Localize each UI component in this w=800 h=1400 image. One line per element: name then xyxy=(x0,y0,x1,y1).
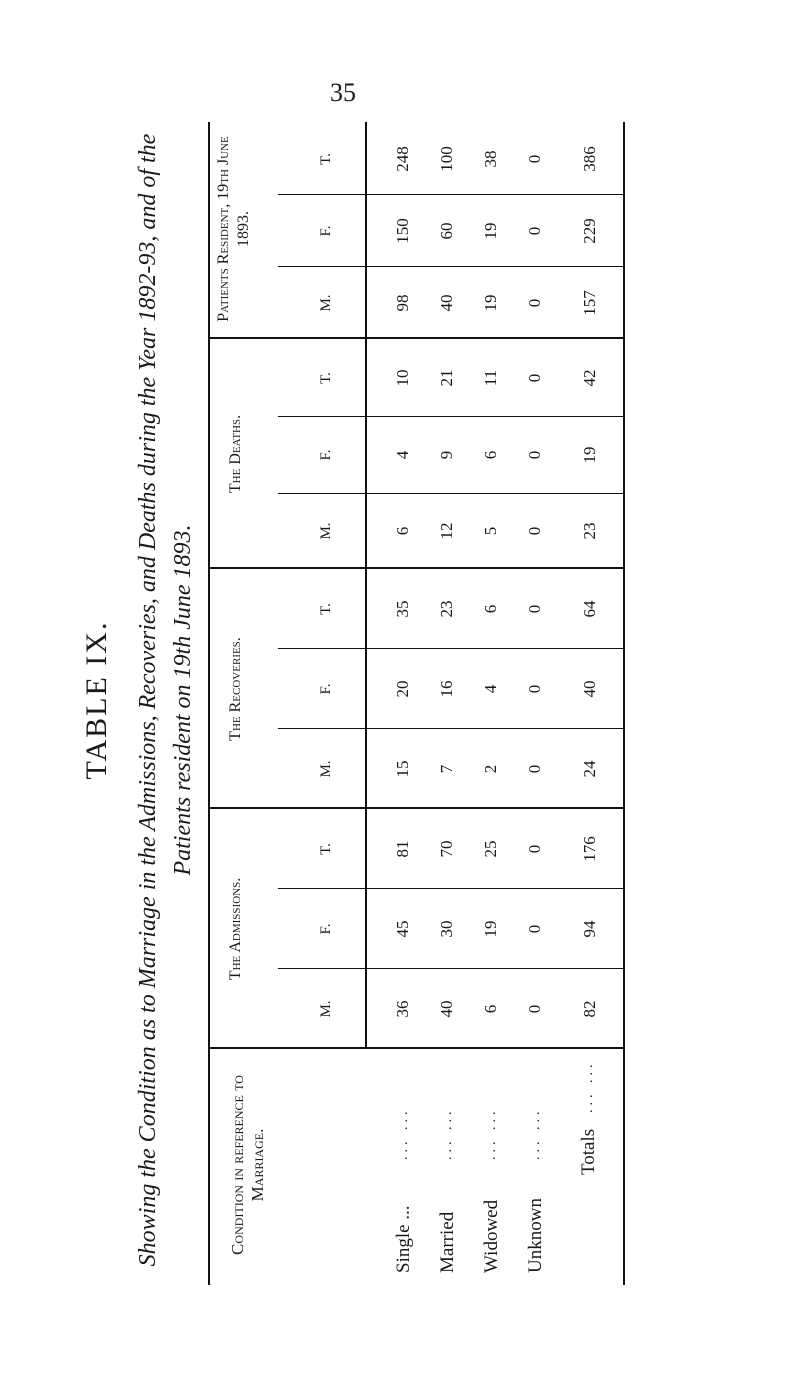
caption-line-2: Patients resident on 19th June 1893. xyxy=(170,524,196,876)
subheader-t: T. xyxy=(318,603,334,615)
subheader-m: M. xyxy=(318,522,334,540)
totals-cell: 82 xyxy=(580,1000,599,1018)
subheader-f: F. xyxy=(318,449,334,461)
group-header-deaths: The Deaths. xyxy=(227,414,244,494)
subheader-rule xyxy=(365,122,367,1049)
table-cell: 16 xyxy=(437,680,456,698)
stub-divider xyxy=(208,1047,625,1049)
group-header-recoveries: The Recoveries. xyxy=(227,637,244,741)
table-cell: 0 xyxy=(525,450,544,460)
subheader-f: F. xyxy=(318,225,334,237)
table-cell: 36 xyxy=(393,1000,412,1018)
leader-dots: ... ... xyxy=(396,1107,411,1160)
totals-cell: 386 xyxy=(580,146,599,172)
totals-cell: 94 xyxy=(580,920,599,938)
table-label: TABLE IX. xyxy=(80,620,113,780)
table-cell: 35 xyxy=(393,600,412,618)
leader-dots: ... ... xyxy=(528,1107,543,1160)
row-label-married: Married xyxy=(437,1211,458,1273)
leader-dots: ... ... xyxy=(484,1107,499,1160)
table-cell: 0 xyxy=(525,844,544,854)
table-cell: 60 xyxy=(437,222,456,240)
totals-cell: 229 xyxy=(580,218,599,244)
table-cell: 70 xyxy=(437,840,456,858)
table-cell: 5 xyxy=(481,526,500,536)
table-cell: 0 xyxy=(525,298,544,308)
table-cell: 6 xyxy=(481,604,500,614)
subheader-t: T. xyxy=(318,843,334,855)
table-cell: 9 xyxy=(437,450,456,460)
table-cell: 30 xyxy=(437,920,456,938)
totals-cell: 42 xyxy=(580,369,599,387)
table-cell: 0 xyxy=(525,924,544,934)
table-cell: 98 xyxy=(393,294,412,312)
group-header-resident: Patients Resident, 19th June 1893. xyxy=(215,136,252,322)
totals-cell: 64 xyxy=(580,600,599,618)
table-cell: 6 xyxy=(481,1004,500,1014)
subheader-f: F. xyxy=(318,683,334,695)
subheader-m: M. xyxy=(318,294,334,312)
table-cell: 11 xyxy=(481,369,500,387)
table-cell: 0 xyxy=(525,154,544,164)
caption-line-1: Showing the Condition as to Marriage in the Admissions, Recoveries, and Deaths during the Year 1892-93, and of the xyxy=(135,133,161,1267)
totals-cell: 176 xyxy=(580,836,599,862)
row-label-unknown: Unknown xyxy=(525,1198,546,1273)
table-cell: 40 xyxy=(437,1000,456,1018)
table-cell: 10 xyxy=(393,369,412,387)
table-cell: 150 xyxy=(393,218,412,244)
table-cell: 81 xyxy=(393,840,412,858)
table-cell: 25 xyxy=(481,840,500,858)
table-cell: 4 xyxy=(481,684,500,694)
table-cell: 0 xyxy=(525,526,544,536)
leader-dots: ... ... xyxy=(440,1107,455,1160)
table-top-rule xyxy=(208,122,210,1285)
table-cell: 248 xyxy=(393,146,412,172)
group-divider xyxy=(208,567,625,569)
totals-cell: 157 xyxy=(580,290,599,316)
subheader-t: T. xyxy=(318,153,334,165)
subheader-m: M. xyxy=(318,1000,334,1018)
table-bottom-rule xyxy=(623,122,625,1285)
table-cell: 23 xyxy=(437,600,456,618)
table-cell: 45 xyxy=(393,920,412,938)
group-header-admissions: The Admissions. xyxy=(227,877,244,981)
row-label-single: Single ... xyxy=(393,1205,414,1273)
subheader-f: F. xyxy=(318,923,334,935)
table-cell: 7 xyxy=(437,764,456,774)
table-cell: 12 xyxy=(437,522,456,540)
table-cell: 40 xyxy=(437,294,456,312)
stub-header: Condition in reference to Marriage. xyxy=(228,1075,267,1255)
table-cell: 19 xyxy=(481,222,500,240)
table-cell: 6 xyxy=(393,526,412,536)
totals-cell: 40 xyxy=(580,680,599,698)
subheader-m: M. xyxy=(318,760,334,778)
table-cell: 0 xyxy=(525,764,544,774)
table-cell: 20 xyxy=(393,680,412,698)
totals-cell: 24 xyxy=(580,760,599,778)
table-cell: 0 xyxy=(525,684,544,694)
totals-cell: 19 xyxy=(580,446,599,464)
leader-dots: ... ... xyxy=(581,1060,596,1113)
table-cell: 6 xyxy=(481,450,500,460)
group-divider xyxy=(208,337,625,339)
table-cell: 0 xyxy=(525,226,544,236)
table-cell: 2 xyxy=(481,764,500,774)
table-cell: 19 xyxy=(481,920,500,938)
table-cell: 21 xyxy=(437,369,456,387)
table-cell: 4 xyxy=(393,450,412,460)
subheader-t: T. xyxy=(318,372,334,384)
table-cell: 0 xyxy=(525,1004,544,1014)
page-number: 35 xyxy=(330,78,356,107)
table-cell: 19 xyxy=(481,294,500,312)
table-cell: 38 xyxy=(481,150,500,168)
table-cell: 15 xyxy=(393,760,412,778)
table-cell: 0 xyxy=(525,373,544,383)
group-divider xyxy=(208,807,625,809)
row-label-totals: Totals xyxy=(578,1128,599,1175)
totals-cell: 23 xyxy=(580,522,599,540)
table-cell: 0 xyxy=(525,604,544,614)
row-label-widowed: Widowed xyxy=(481,1199,502,1273)
table-cell: 100 xyxy=(437,146,456,172)
marriage-table xyxy=(208,122,625,1285)
